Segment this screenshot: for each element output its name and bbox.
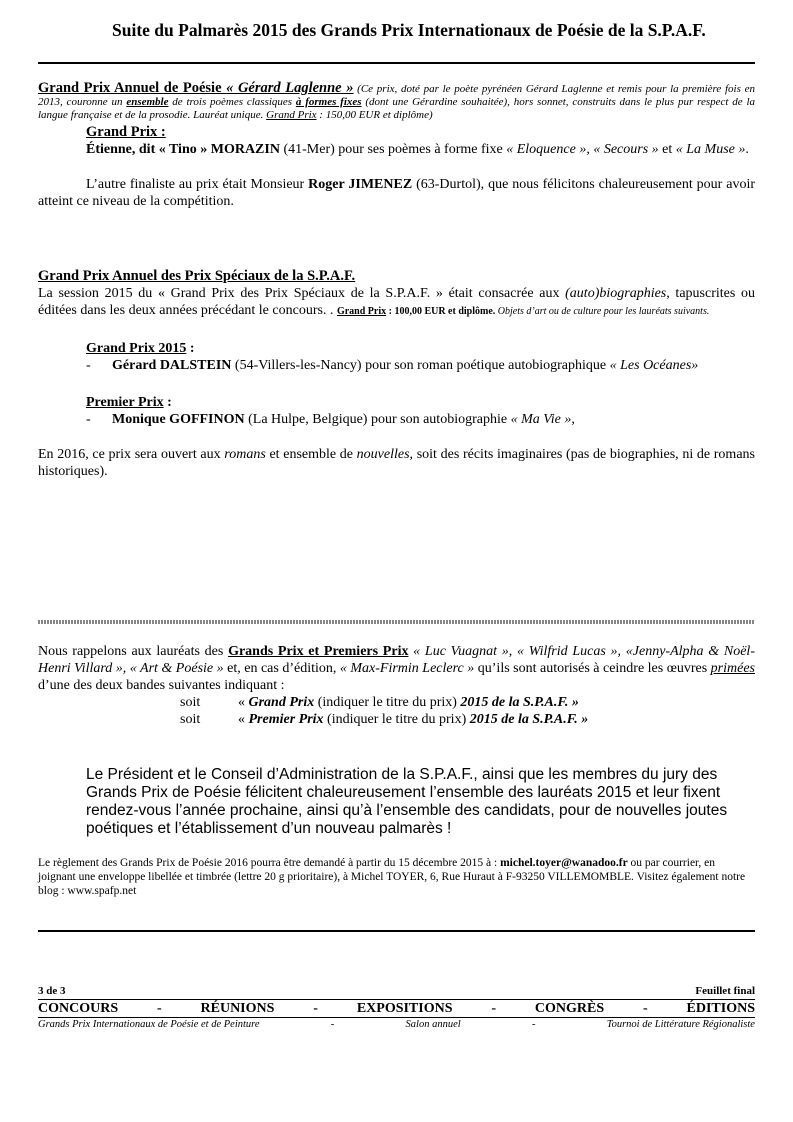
pp-label-text: Premier Prix [86,395,164,410]
gp2015-work: « Les Océanes» [609,358,699,373]
footer-dash-4: - [643,1001,648,1016]
r1-i: « Luc Vuagnat », « Wilfrid Lucas », «Jenny-Alpha & Noël-Henri Villard », « Art & Poésie » [38,644,755,676]
band-1-b: Grand Prix [248,695,315,710]
footer-editions: ÉDITIONS [686,1001,755,1016]
laglenne-sep: , [586,142,594,157]
finalist-name: Roger JIMENEZ [308,177,413,192]
footer-congres: CONGRÈS [534,1001,605,1016]
footer-activities [38,1001,755,1017]
r1-c: et, en cas d’édition, [223,661,340,676]
contact-email-link[interactable]: michel.toyer@wanadoo.fr [500,857,628,869]
closing-message: Le Président et le Conseil d’Administration de la S.P.A.F., ainsi que les membres du jury des Grands Prix de Poésie félicitent chaleureusement l’ensemble des lauréats 2015 et leur fixent rendez-vous l’année prochaine, ainsi qu’à l’ensemble des candidats, pour de nouvelles joutes poétiques et l’établissement d’un nouveau palmarès ! [86,766,728,837]
reglement-b: ou par courrier, en joignant une enveloppe libellée et timbrée (lettre 20 g prioritaire), à Michel TOYER, 6, Rue Huraut à F-93250 VILLEMOMBLE. Visitez également notre blog : www.spafp.net [38,857,746,897]
gp2015-label [86,340,755,357]
section-prix-speciaux [38,268,755,480]
speciaux-p1-b: , tapuscrites ou éditées dans les deux années précédant le concours. . [38,286,755,318]
band-1-a: « [238,695,249,710]
gp2015-colon: : [186,341,195,356]
gp2015-name: Gérard DALSTEIN [112,358,232,373]
footer-subline [38,1019,755,1030]
p2-b: et ensemble de [265,447,357,462]
r1-b: Grands Prix et Premiers Prix [228,644,409,659]
reglement-note [38,856,755,898]
band-2-b: Premier Prix [248,712,324,727]
band-1-d: 2015 de la S.P.A.F. » [460,695,579,710]
footer-reunions: RÉUNIONS [200,1001,275,1016]
header-rule [38,62,755,64]
laglenne-heading: Grand Prix Annuel de Poésie [38,80,227,96]
laglenne-desc-3: (dont une Gérardine souhaitée), hors sonnet, construits dans le plus pur respect de la langue française et de la prosodie. Lauréat unique. [38,96,756,121]
laglenne-winner-name: Étienne, dit « Tino » MORAZIN [86,142,280,157]
finalist-text-1: L’autre finaliste au prix était Monsieur [86,177,309,192]
laglenne-desc-gp: Grand Prix [266,109,317,121]
page-number: 3 de 3 [38,985,66,997]
band-2-d: 2015 de la S.P.A.F. » [469,712,589,727]
laglenne-winner-loc: (41-Mer) pour ses poèmes à forme fixe [279,142,507,157]
section-rappel [38,643,755,728]
speciaux-2016 [38,446,755,480]
laglenne-poem-1: « Eloquence » [506,142,587,157]
laglenne-desc-1: (Ce prix, doté par le poète pyrénéen Gérard Laglenne et remis pour la première fois en 2013, couronne un [38,83,755,108]
laglenne-and: et [658,142,676,157]
pp-work: « Ma Vie » [510,412,572,427]
gp2015-desc: (54-Villers-les-Nancy) pour son roman poétique autobiographique [231,358,610,373]
pp-name: Monique GOFFINON [112,412,245,427]
speciaux-objets: Objets d’art ou de culture pour les lauréats suivants. [495,306,710,317]
pp-label [86,394,755,411]
footer-sub-dash-1: - [330,1019,335,1030]
pp-colon: : [163,395,172,410]
p2-romans: romans [224,447,266,462]
pp-entry [86,411,755,428]
footer-dash-2: - [313,1001,318,1016]
laglenne-desc-4: : 150,00 EUR et diplôme) [316,109,433,121]
p2-nouvelles: nouvelles, [356,447,414,462]
reglement-a: Le règlement des Grands Prix de Poésie 2016 pourra être demandé à partir du 15 décembre 2015 à : [38,857,501,869]
band-1-soit: soit [180,695,201,710]
pp-desc: (La Hulpe, Belgique) pour son autobiographie [244,412,511,427]
footer-sub-left: Grands Prix Internationaux de Poésie et de Peinture [38,1019,260,1030]
laglenne-heading-name: « Gérard Laglenne » [226,80,354,96]
laglenne-finalist [38,176,755,210]
sheet-label: Feuillet final [695,985,755,997]
section-laglenne [38,82,755,210]
laglenne-desc-formes: à formes fixes [295,96,362,108]
footer-mid-rule [38,999,755,1000]
gp2015-entry [86,357,755,374]
footer-dash-1: - [156,1001,162,1016]
pp-dash: - [86,412,91,427]
band-2-c: (indiquer le titre du prix) [323,712,470,727]
p2-c: soit des récits imaginaires (pas de biographies, ni de romans historiques). [38,447,755,479]
band-1-c: (indiquer le titre du prix) [314,695,461,710]
laglenne-gp-label: Grand Prix : [86,124,166,140]
laglenne-winner [86,141,755,158]
laglenne-intro [38,82,755,122]
r1: Nous rappelons aux lauréats des [38,644,229,659]
speciaux-gp: Grand Prix [336,306,387,317]
speciaux-p1-i: (auto)biographies [565,286,667,301]
speciaux-heading: Grand Prix Annuel des Prix Spéciaux de la S.P.A.F. [38,268,356,284]
speciaux-prize: : 100,00 EUR et diplôme. [386,306,496,317]
footer-dash-3: - [491,1001,497,1016]
r1-primees: primées [710,661,755,676]
r1-e: d’une des deux bandes suivantes indiquant : [38,678,285,693]
laglenne-end: . [745,142,749,157]
laglenne-desc-2: de trois poèmes classiques [168,96,296,108]
rappel-text [38,643,755,694]
laglenne-desc-ensemble: ensemble [126,96,169,108]
footer-sub-right: Tournoi de Littérature Régionaliste [606,1019,755,1030]
footer-concours: CONCOURS [38,1001,119,1016]
r1-i2: « Max-Firmin Leclerc » [339,661,475,676]
footer-sub-mid: Salon annuel [405,1019,461,1030]
pp-end: , [571,412,575,427]
r1-d: qu’ils sont autorisés à ceindre les œuvres [474,661,711,676]
p2-a: En 2016, ce prix sera ouvert aux [38,447,225,462]
band-2-a: « [238,712,249,727]
dotted-separator [38,620,755,624]
footer-expositions: EXPOSITIONS [356,1001,453,1016]
gp2015-label-text: Grand Prix 2015 [86,341,187,356]
laglenne-poem-2: « Secours » [593,142,659,157]
band-2 [180,711,755,728]
footer-bottom-rule [38,1017,755,1018]
speciaux-p1: La session 2015 du « Grand Prix des Prix Spéciaux de la S.P.A.F. » était consacrée aux [38,286,566,301]
footer-top-rule [38,930,755,932]
band-2-soit: soit [180,712,201,727]
footer-sub-dash-2: - [531,1019,536,1030]
band-1 [180,694,755,711]
finalist-text-2: (63-Durtol), que nous félicitons chaleureusement pour avoir atteint ce niveau de la compétition. [38,177,756,209]
laglenne-poem-3: « La Muse » [675,142,746,157]
page-title: Suite du Palmarès 2015 des Grands Prix Internationaux de Poésie de la S.P.A.F. [112,20,706,40]
gp2015-dash: - [86,358,91,373]
footer-pagination [38,985,755,997]
speciaux-intro [38,285,755,320]
